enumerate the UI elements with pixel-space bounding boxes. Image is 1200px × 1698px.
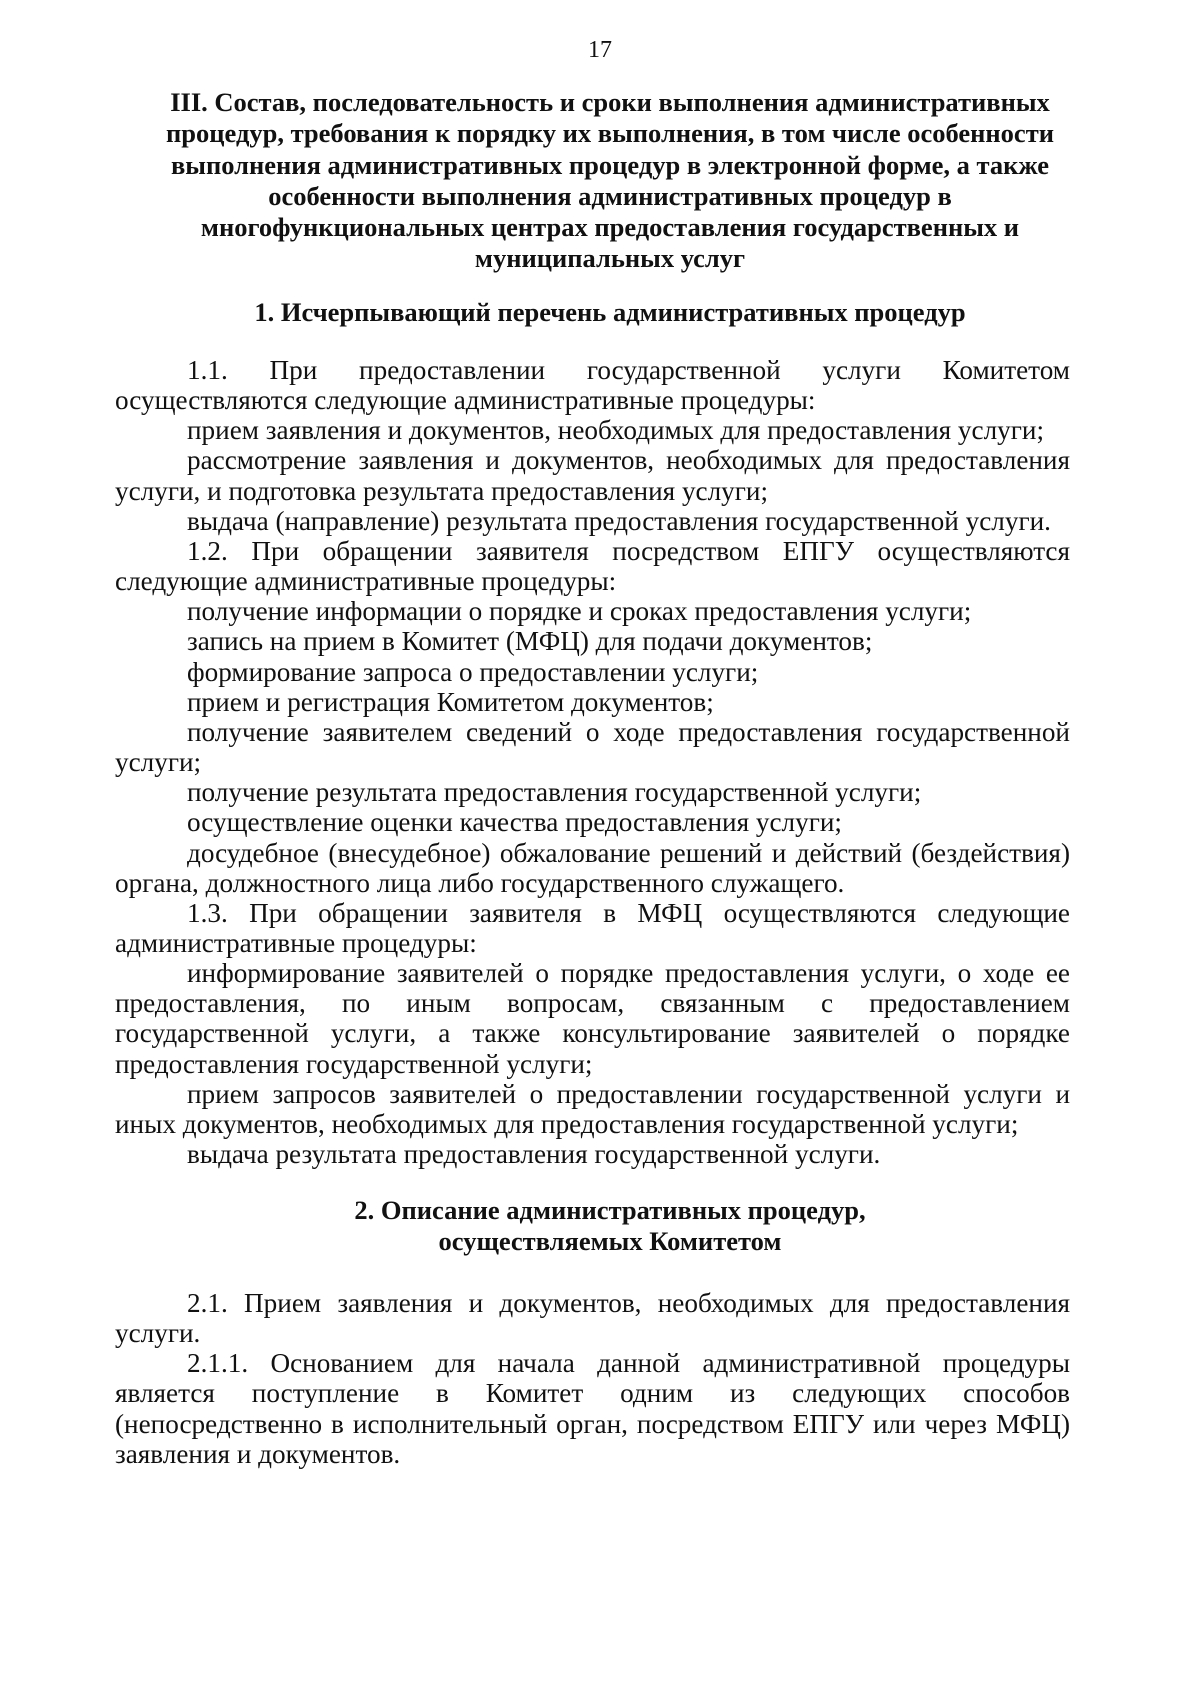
paragraph-2-1: 2.1. Прием заявления и документов, необходимых для предоставления услуги. [115, 1288, 1070, 1349]
list-item: выдача результата предоставления государственной услуги. [187, 1139, 881, 1170]
paragraph-1-2: 1.2. При обращении заявителя посредством ЕПГУ осуществляются следующие административные процедуры: [115, 535, 1070, 597]
list-item: прием и регистрация Комитетом документов; [187, 686, 714, 717]
list-item: рассмотрение заявления и документов, необходимых для предоставления услуги, и подготовка результата предоставления услуги; [115, 445, 1070, 506]
list-item: запись на прием в Комитет (МФЦ) для подачи документов; [187, 626, 873, 657]
page-number: 17 [588, 37, 612, 63]
paragraph-1-1: 1.1. При предоставлении государственной услуги Комитетом осуществляются следующие административные процедуры: [115, 355, 1070, 416]
list-item: прием запросов заявителей о предоставлении государственной услуги и иных документов, необходимых для предоставления государственной услуги; [115, 1078, 1070, 1139]
heading-line: III. Состав, последовательность и сроки выполнения административных [170, 87, 1050, 117]
list-item: прием заявления и документов, необходимых для предоставления услуги; [187, 415, 1045, 446]
list-item: досудебное (внесудебное) обжалование решений и действий (бездействия) органа, должностного лица либо государственного служащего. [115, 837, 1070, 898]
paragraph-1-3: 1.3. При обращении заявителя в МФЦ осуществляются следующие административные процедуры: [115, 897, 1070, 958]
section-1-body [115, 355, 1070, 1169]
heading-line: особенности выполнения административных процедур в [268, 180, 952, 211]
section-2-body [115, 1288, 1070, 1469]
list-item: формирование запроса о предоставлении услуги; [187, 656, 759, 687]
heading-line: многофункциональных центрах предоставления государственных и [200, 212, 1020, 243]
list-item: осуществление оценки качества предоставления услуги; [187, 807, 842, 838]
section-heading-iii [150, 87, 1070, 275]
list-item: выдача (направление) результата предоставления государственной услуги. [187, 505, 1051, 536]
paragraph-2-1-1: 2.1.1. Основанием для начала данной административной процедуры является поступление в Комитет одним из следующих способов (непосредственно в исполнительный орган, посредством ЕПГУ или через МФЦ) заявления и документов. [115, 1348, 1070, 1469]
heading-line: процедур, требования к порядку их выполнения, в том числе особенности [166, 118, 1054, 149]
heading-line: 1. Исчерпывающий перечень административных процедур [254, 297, 966, 327]
heading-line: осуществляемых Комитетом [438, 1226, 782, 1257]
list-item: информирование заявителей о порядке предоставления услуги, о ходе ее предоставления, по иным вопросам, связанным с предоставлением государственной услуги, а также консультирование заявителей о порядке предоставления государственной услуги; [115, 958, 1070, 1079]
section-1-title [150, 297, 1070, 328]
list-item: получение результата предоставления государственной услуги; [187, 777, 922, 808]
section-2-title [150, 1195, 1070, 1258]
heading-line: муниципальных услуг [474, 243, 746, 274]
heading-line: 2. Описание административных процедур, [354, 1195, 866, 1225]
list-item: получение заявителем сведений о ходе предоставления государственной услуги; [115, 716, 1070, 778]
heading-line: выполнения административных процедур в электронной форме, а также [170, 149, 1050, 180]
list-item: получение информации о порядке и сроках предоставления услуги; [187, 596, 972, 627]
